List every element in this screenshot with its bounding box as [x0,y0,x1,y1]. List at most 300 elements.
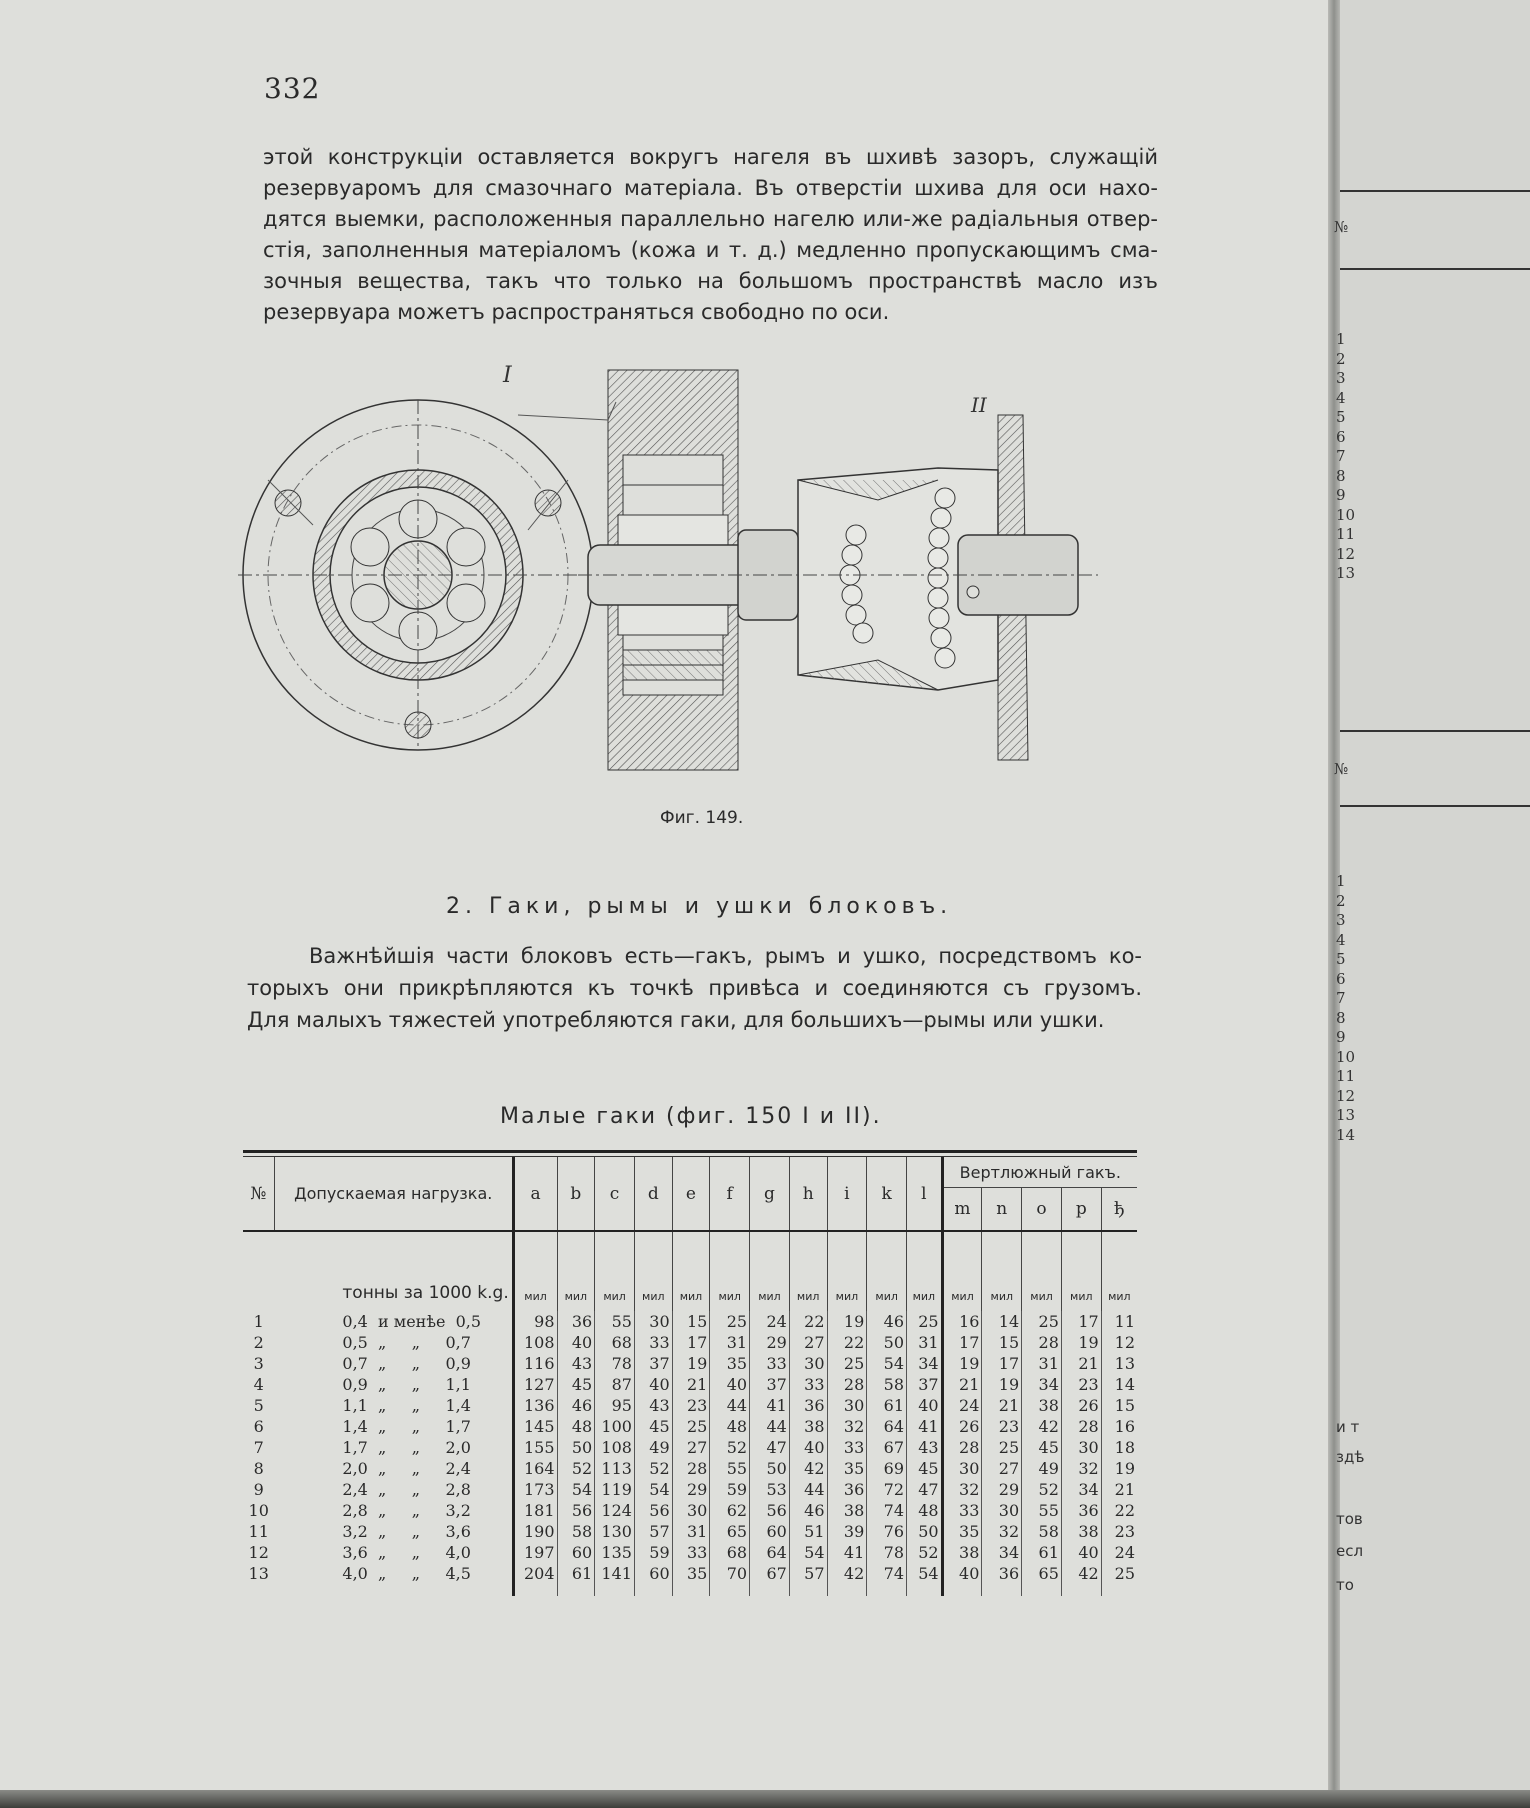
row-number: 6 [253,1417,264,1436]
table-body [243,1311,1137,1596]
table-row [243,1521,1137,1542]
dim-value: 19 [827,1311,867,1332]
dim-value: 27 [672,1437,710,1458]
swivel-value: 14 [982,1311,1022,1332]
dim-value: 141 [595,1563,635,1596]
swivel-value: 12 [1101,1332,1137,1353]
swivel-value: 17 [1061,1311,1101,1332]
dim-value: 38 [827,1500,867,1521]
table-row [243,1311,1137,1332]
text-line: зочныя вещества, такъ что только на большомъ пространствѣ масло изъ [263,269,1158,293]
dim-value: 41 [907,1416,943,1437]
swivel-value: 16 [942,1311,982,1332]
swivel-value: 58 [1022,1521,1062,1542]
dim-value: 19 [672,1353,710,1374]
facing-number: 6 [1336,969,1346,988]
swivel-value: 32 [982,1521,1022,1542]
swivel-value: 38 [1061,1521,1101,1542]
dim-value: 51 [789,1521,827,1542]
table-row [243,1353,1137,1374]
dim-value: 40 [710,1374,750,1395]
swivel-value: 11 [1101,1311,1137,1332]
dim-unit: мил [750,1232,790,1311]
dim-value: 181 [513,1500,557,1521]
load-range: 0,9 „ „ 1,1 [342,1375,471,1394]
facing-number: 8 [1336,466,1346,485]
dim-value: 116 [513,1353,557,1374]
dim-value: 41 [750,1395,790,1416]
load-range: 2,4 „ „ 2,8 [342,1480,471,1499]
dim-value: 28 [827,1374,867,1395]
dim-unit: мил [1022,1232,1062,1311]
facing-number: 4 [1336,930,1346,949]
row-number: 5 [253,1396,264,1415]
dim-value: 54 [867,1353,907,1374]
dim-value: 33 [789,1374,827,1395]
table-row [243,1542,1137,1563]
col-header-dim: d [634,1157,672,1231]
dim-value: 15 [672,1311,710,1332]
text-line: Важнѣйшія части блоковъ есть—гакъ, рымъ и ушко, посредствомъ ко- [309,944,1142,968]
swivel-value: 31 [1022,1353,1062,1374]
dim-value: 173 [513,1479,557,1500]
swivel-value: 38 [942,1542,982,1563]
dim-value: 29 [672,1479,710,1500]
load-range: 1,7 „ „ 2,0 [342,1438,471,1457]
dim-value: 113 [595,1458,635,1479]
dim-value: 31 [672,1521,710,1542]
bearing-view [728,393,1098,760]
dim-value: 58 [867,1374,907,1395]
hooks-table-wrap [243,1150,1137,1596]
dim-value: 46 [557,1395,595,1416]
swivel-value: 25 [1101,1563,1137,1596]
dim-value: 37 [907,1374,943,1395]
dim-value: 78 [595,1353,635,1374]
dim-value: 124 [595,1500,635,1521]
dim-value: 45 [907,1458,943,1479]
dim-unit: мил [672,1232,710,1311]
dim-value: 78 [867,1542,907,1563]
swivel-value: 21 [982,1395,1022,1416]
col-header-dim: c [595,1157,635,1231]
dim-value: 35 [827,1458,867,1479]
dim-value: 68 [710,1542,750,1563]
dim-value: 74 [867,1563,907,1596]
dim-value: 56 [634,1500,672,1521]
swivel-value: 40 [942,1563,982,1596]
dim-value: 33 [672,1542,710,1563]
table-row [243,1458,1137,1479]
dim-value: 31 [907,1332,943,1353]
dim-value: 52 [557,1458,595,1479]
facing-word: здѣ [1336,1448,1365,1466]
row-number: 9 [253,1480,264,1499]
col-header-no: № [250,1183,267,1204]
load-range: 0,4 и менѣе 0,5 [342,1312,482,1331]
facing-number: 9 [1336,486,1346,504]
dim-value: 40 [789,1437,827,1458]
col-header-dim: b [557,1157,595,1231]
table-row [243,1395,1137,1416]
swivel-value: 30 [942,1458,982,1479]
dim-value: 40 [557,1332,595,1353]
dim-value: 55 [710,1458,750,1479]
facing-no-mark: № [1334,218,1349,236]
dim-unit: мил [557,1232,595,1311]
swivel-value: 25 [1022,1311,1062,1332]
swivel-value: 65 [1022,1563,1062,1596]
section-paragraph [247,940,1142,1036]
swivel-value: 61 [1022,1542,1062,1563]
section-view [502,363,768,770]
dim-value: 59 [710,1479,750,1500]
dim-value: 54 [557,1479,595,1500]
swivel-value: 34 [982,1542,1022,1563]
dim-value: 42 [789,1458,827,1479]
col-header-swivel-dim: m [942,1188,982,1232]
dim-value: 65 [710,1521,750,1542]
row-number: 12 [248,1543,269,1562]
swivel-value: 23 [1061,1374,1101,1395]
dim-unit: мил [1101,1232,1137,1311]
col-header-dim: e [672,1157,710,1231]
dim-value: 48 [557,1416,595,1437]
dim-value: 64 [750,1542,790,1563]
facing-number: 11 [1336,525,1356,543]
dim-value: 34 [907,1353,943,1374]
dim-value: 23 [672,1395,710,1416]
dim-value: 43 [634,1395,672,1416]
facing-number: 6 [1336,427,1346,446]
col-header-dim: i [827,1157,867,1231]
facing-rule [1340,190,1530,192]
swivel-value: 13 [1101,1353,1137,1374]
swivel-value: 30 [982,1500,1022,1521]
swivel-value: 18 [1101,1437,1137,1458]
row-number: 7 [253,1438,264,1457]
dim-value: 52 [634,1458,672,1479]
bearing-drawing [238,360,1178,800]
facing-number: 3 [1336,911,1346,929]
facing-number: 1 [1336,872,1346,890]
facing-word: есл [1336,1542,1364,1560]
dim-value: 119 [595,1479,635,1500]
swivel-value: 55 [1022,1500,1062,1521]
dim-value: 68 [595,1332,635,1353]
swivel-value: 52 [1022,1479,1062,1500]
dim-value: 145 [513,1416,557,1437]
dim-value: 56 [750,1500,790,1521]
dim-value: 54 [634,1479,672,1500]
facing-number: 2 [1336,891,1346,910]
dim-unit: мил [634,1232,672,1311]
dim-value: 30 [672,1500,710,1521]
dim-value: 64 [867,1416,907,1437]
dim-value: 130 [595,1521,635,1542]
facing-number: 5 [1336,950,1346,968]
dim-value: 33 [827,1437,867,1458]
row-number: 8 [253,1459,264,1478]
row-number: 11 [248,1522,269,1541]
facing-number: 10 [1336,1047,1356,1066]
dim-value: 45 [557,1374,595,1395]
hooks-table [243,1157,1137,1596]
swivel-value: 16 [1101,1416,1137,1437]
dim-value: 36 [557,1311,595,1332]
text-line: этой конструкціи оставляется вокругъ нагеля въ шхивѣ зазоръ, служащій [263,145,1158,169]
dim-value: 61 [557,1563,595,1596]
dim-value: 127 [513,1374,557,1395]
swivel-value: 45 [1022,1437,1062,1458]
table-row [243,1437,1137,1458]
dim-unit: мил [827,1232,867,1311]
facing-word: и т [1336,1418,1360,1436]
swivel-value: 28 [942,1437,982,1458]
col-header-swivel-dim: p [1061,1188,1101,1232]
dim-unit: мил [789,1232,827,1311]
table-row [243,1374,1137,1395]
dim-value: 60 [557,1542,595,1563]
dim-value: 24 [750,1311,790,1332]
row-number: 1 [253,1312,264,1331]
dim-value: 27 [789,1332,827,1353]
dim-value: 45 [634,1416,672,1437]
dim-value: 53 [750,1479,790,1500]
row-number: 10 [248,1501,269,1520]
swivel-value: 24 [942,1395,982,1416]
dim-value: 67 [750,1563,790,1596]
row-number: 3 [253,1354,264,1373]
dim-value: 43 [907,1437,943,1458]
text-line: резервуара можетъ распространяться свободно по оси. [263,300,890,324]
col-header-load: Допускаемая нагрузка. [274,1157,513,1231]
dim-value: 60 [750,1521,790,1542]
page-number: 332 [264,72,321,105]
swivel-value: 19 [1101,1458,1137,1479]
dim-unit: мил [907,1232,943,1311]
facing-number: 11 [1336,1067,1356,1085]
col-header-dim: k [867,1157,907,1231]
dim-value: 17 [672,1332,710,1353]
facing-rule [1340,730,1530,732]
table-row [243,1416,1137,1437]
dim-value: 46 [789,1500,827,1521]
swivel-value: 26 [942,1416,982,1437]
dim-value: 56 [557,1500,595,1521]
dim-value: 50 [557,1437,595,1458]
col-header-dim: h [789,1157,827,1231]
dim-unit: мил [710,1232,750,1311]
row-number: 13 [248,1564,269,1583]
dim-value: 58 [557,1521,595,1542]
swivel-value: 19 [1061,1332,1101,1353]
swivel-value: 36 [1061,1500,1101,1521]
dim-value: 41 [827,1542,867,1563]
dim-value: 25 [672,1416,710,1437]
dim-value: 87 [595,1374,635,1395]
front-view [238,400,598,750]
load-range: 4,0 „ „ 4,5 [342,1564,471,1583]
dim-value: 155 [513,1437,557,1458]
dim-value: 25 [907,1311,943,1332]
swivel-value: 28 [1061,1416,1101,1437]
swivel-value: 34 [1022,1374,1062,1395]
dim-value: 44 [750,1416,790,1437]
dim-value: 32 [827,1416,867,1437]
dim-value: 35 [710,1353,750,1374]
swivel-value: 15 [982,1332,1022,1353]
facing-number: 14 [1336,1125,1356,1144]
load-range: 0,7 „ „ 0,9 [342,1354,471,1373]
dim-value: 25 [827,1353,867,1374]
facing-number: 7 [1336,989,1346,1007]
swivel-value: 22 [1101,1500,1137,1521]
swivel-value: 42 [1061,1563,1101,1596]
dim-value: 95 [595,1395,635,1416]
swivel-value: 42 [1022,1416,1062,1437]
swivel-value: 17 [982,1353,1022,1374]
dim-unit: мил [513,1232,557,1311]
dim-value: 59 [634,1542,672,1563]
dim-value: 30 [634,1311,672,1332]
dim-value: 37 [634,1353,672,1374]
dim-value: 67 [867,1437,907,1458]
dim-value: 35 [672,1563,710,1596]
swivel-value: 19 [982,1374,1022,1395]
swivel-value: 29 [982,1479,1022,1500]
facing-number: 12 [1336,1086,1356,1105]
intro-paragraph [263,142,1158,328]
dim-value: 40 [634,1374,672,1395]
load-range: 2,0 „ „ 2,4 [342,1459,471,1478]
dim-value: 36 [789,1395,827,1416]
dim-value: 204 [513,1563,557,1596]
figure-caption: Фиг. 149. [660,808,744,828]
text-line: стія, заполненныя матеріаломъ (кожа и т. д.) медленно пропускающимъ сма- [263,238,1158,262]
col-group-swivel-hook: Вертлюжный гакъ. [942,1157,1137,1188]
table-title: Малые гаки (фиг. 150 I и II). [500,1104,882,1129]
figure-label-left: I [503,363,512,388]
dim-value: 57 [634,1521,672,1542]
swivel-value: 32 [1061,1458,1101,1479]
load-unit: тонны за 1000 k.g. [342,1283,509,1303]
dim-value: 55 [595,1311,635,1332]
facing-number: 7 [1336,447,1346,465]
section-heading: 2. Гаки, рымы и ушки блоковъ. [446,894,953,919]
row-number: 4 [253,1375,264,1394]
dim-value: 61 [867,1395,907,1416]
swivel-value: 19 [942,1353,982,1374]
load-range: 3,2 „ „ 3,6 [342,1522,471,1541]
dim-value: 33 [750,1353,790,1374]
swivel-value: 21 [1061,1353,1101,1374]
row-number: 2 [253,1333,264,1352]
dim-value: 28 [672,1458,710,1479]
dim-value: 36 [827,1479,867,1500]
swivel-value: 33 [942,1500,982,1521]
text-line: резервуаромъ для смазочнаго матеріала. Въ отверстіи шхива для оси нахо- [263,176,1158,200]
dim-value: 48 [710,1416,750,1437]
facing-number: 9 [1336,1028,1346,1046]
facing-number: 1 [1336,330,1346,348]
col-header-dim: l [907,1157,943,1231]
dim-value: 69 [867,1458,907,1479]
dim-value: 49 [634,1437,672,1458]
col-header-swivel-dim: o [1022,1188,1062,1232]
table-row [243,1332,1137,1353]
table-row [243,1500,1137,1521]
dim-value: 38 [789,1416,827,1437]
swivel-value: 23 [1101,1521,1137,1542]
dim-value: 50 [867,1332,907,1353]
swivel-value: 36 [982,1563,1022,1596]
swivel-value: 30 [1061,1437,1101,1458]
dim-value: 30 [827,1395,867,1416]
dim-value: 39 [827,1521,867,1542]
dim-value: 76 [867,1521,907,1542]
load-range: 1,1 „ „ 1,4 [342,1396,471,1415]
dim-unit: мил [867,1232,907,1311]
dim-value: 100 [595,1416,635,1437]
dim-value: 136 [513,1395,557,1416]
table-row [243,1563,1137,1596]
facing-number: 3 [1336,369,1346,387]
swivel-value: 21 [942,1374,982,1395]
dim-unit: мил [982,1232,1022,1311]
dim-value: 22 [789,1311,827,1332]
dim-value: 37 [750,1374,790,1395]
text-line: дятся выемки, расположенныя параллельно нагелю или-же радіальныя отвер- [263,207,1158,231]
dim-unit: мил [942,1232,982,1311]
facing-no-mark: № [1334,760,1349,778]
dim-unit: мил [1061,1232,1101,1311]
swivel-value: 34 [1061,1479,1101,1500]
swivel-value: 40 [1061,1542,1101,1563]
facing-number: 4 [1336,388,1346,407]
dim-value: 190 [513,1521,557,1542]
dim-value: 135 [595,1542,635,1563]
load-range: 0,5 „ „ 0,7 [342,1333,471,1352]
figure-149 [238,360,1178,800]
dim-value: 52 [710,1437,750,1458]
dim-value: 47 [750,1437,790,1458]
col-header-dim: f [710,1157,750,1231]
swivel-value: 25 [982,1437,1022,1458]
swivel-value: 17 [942,1332,982,1353]
swivel-value: 15 [1101,1395,1137,1416]
dim-value: 48 [907,1500,943,1521]
dim-value: 108 [513,1332,557,1353]
dim-value: 72 [867,1479,907,1500]
dim-value: 98 [513,1311,557,1332]
swivel-value: 24 [1101,1542,1137,1563]
dim-value: 31 [710,1332,750,1353]
swivel-value: 38 [1022,1395,1062,1416]
dim-value: 44 [710,1395,750,1416]
facing-rule [1340,268,1530,270]
table-row [243,1479,1137,1500]
dim-value: 47 [907,1479,943,1500]
swivel-value: 35 [942,1521,982,1542]
dim-value: 42 [827,1563,867,1596]
table-top-rule [243,1150,1137,1153]
dim-value: 33 [634,1332,672,1353]
dim-value: 40 [907,1395,943,1416]
load-range: 2,8 „ „ 3,2 [342,1501,471,1520]
dim-value: 29 [750,1332,790,1353]
load-range: 3,6 „ „ 4,0 [342,1543,471,1562]
